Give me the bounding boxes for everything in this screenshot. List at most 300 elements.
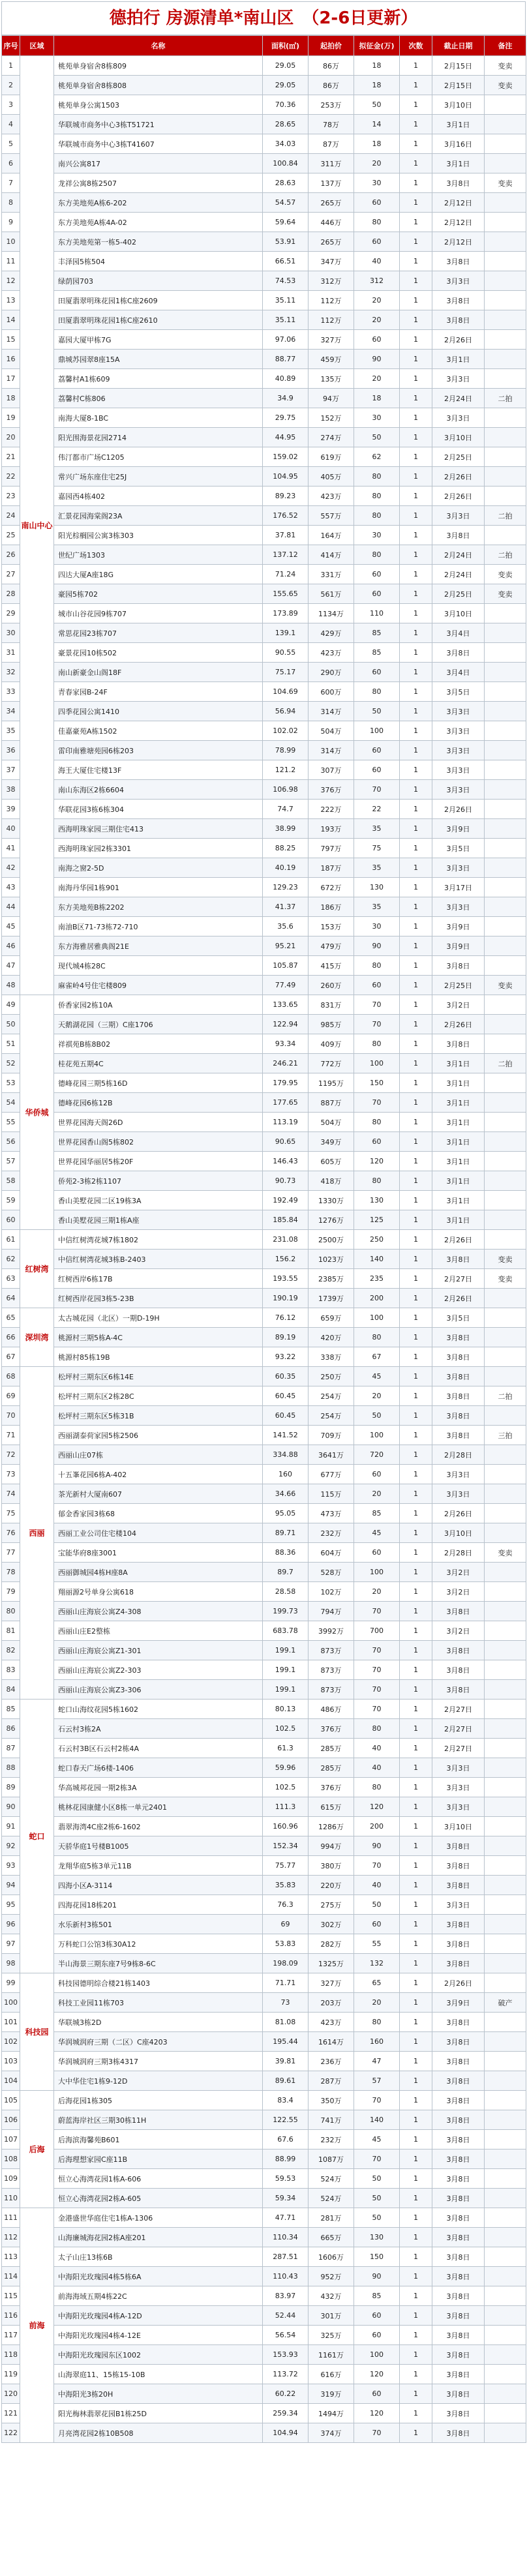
listing-name: 东方美地苑A栋4A-02 [54, 213, 263, 232]
table-row [2, 1289, 526, 1308]
start-price: 2385万 [309, 1269, 354, 1289]
round-count: 1 [400, 1328, 432, 1347]
deposit-value: 70 [354, 780, 400, 800]
table-row [2, 134, 526, 154]
round-count: 1 [400, 858, 432, 878]
note-text [485, 643, 526, 663]
deadline-date: 3月8日 [432, 1836, 485, 1856]
area-value: 199.1 [263, 1641, 309, 1660]
row-index: 1 [2, 56, 20, 76]
row-index: 120 [2, 2384, 20, 2404]
table-row [2, 643, 526, 663]
round-count: 1 [400, 2326, 432, 2345]
start-price: 1195万 [309, 1073, 354, 1093]
note-text [485, 2404, 526, 2423]
round-count: 1 [400, 310, 432, 330]
round-count: 1 [400, 1641, 432, 1660]
area-value: 89.61 [263, 2071, 309, 2091]
round-count: 1 [400, 330, 432, 350]
deposit-value: 120 [354, 1797, 400, 1817]
deposit-value: 90 [354, 1836, 400, 1856]
row-index: 76 [2, 1523, 20, 1543]
deadline-date: 3月4日 [432, 623, 485, 643]
row-index: 97 [2, 1934, 20, 1954]
note-text [485, 1895, 526, 1915]
deposit-value: 125 [354, 1210, 400, 1230]
deposit-value: 80 [354, 545, 400, 565]
row-index: 20 [2, 428, 20, 447]
row-index: 14 [2, 310, 20, 330]
deadline-date: 3月4日 [432, 663, 485, 682]
row-index: 96 [2, 1915, 20, 1934]
deadline-date: 3月8日 [432, 956, 485, 976]
note-text [485, 2149, 526, 2169]
deadline-date: 3月9日 [432, 917, 485, 936]
deposit-value: 50 [354, 702, 400, 721]
note-text [485, 2228, 526, 2247]
table-row [2, 2169, 526, 2189]
round-count: 1 [400, 1034, 432, 1054]
listing-name: 南海大厦8-1BC [54, 408, 263, 428]
deadline-date: 3月8日 [432, 1426, 485, 1445]
note-text [485, 663, 526, 682]
listing-name: 月亮湾花园2栋10B508 [54, 2423, 263, 2443]
row-index: 49 [2, 995, 20, 1015]
listing-name: 东方美地苑第一栋5-402 [54, 232, 263, 252]
note-text: 二拍 [485, 1054, 526, 1073]
round-count: 1 [400, 1152, 432, 1171]
row-index: 31 [2, 643, 20, 663]
start-price: 741万 [309, 2110, 354, 2130]
start-price: 1606万 [309, 2247, 354, 2267]
row-index: 7 [2, 173, 20, 193]
round-count: 1 [400, 1660, 432, 1680]
round-count: 1 [400, 2110, 432, 2130]
row-index: 106 [2, 2110, 20, 2130]
deposit-value: 80 [354, 682, 400, 702]
area-value: 152.34 [263, 1836, 309, 1856]
row-index: 83 [2, 1660, 20, 1680]
listing-name: 中海阳光玫瑰园4栋5栋6A [54, 2267, 263, 2286]
round-count: 1 [400, 663, 432, 682]
deposit-value: 14 [354, 115, 400, 134]
area-value: 54.57 [263, 193, 309, 213]
row-index: 47 [2, 956, 20, 976]
deadline-date: 3月8日 [432, 252, 485, 271]
deadline-date: 3月8日 [432, 1602, 485, 1621]
deposit-value: 110 [354, 604, 400, 623]
row-index: 29 [2, 604, 20, 623]
start-price: 250万 [309, 1367, 354, 1386]
row-index: 93 [2, 1856, 20, 1876]
deposit-value: 80 [354, 2013, 400, 2032]
listing-name: 西海明珠家园三期住宅413 [54, 819, 263, 839]
start-price: 222万 [309, 800, 354, 819]
row-index: 79 [2, 1582, 20, 1602]
row-index: 74 [2, 1484, 20, 1504]
district-label: 后海 [20, 2091, 54, 2208]
note-text: 三拍 [485, 1426, 526, 1445]
table-row [2, 1406, 526, 1426]
row-index: 55 [2, 1113, 20, 1132]
start-price: 254万 [309, 1386, 354, 1406]
listing-name: 华联城市商务中心3栋T51721 [54, 115, 263, 134]
table-row [2, 604, 526, 623]
deadline-date: 2月27日 [432, 1700, 485, 1719]
row-index: 71 [2, 1426, 20, 1445]
deadline-date: 2月27日 [432, 1739, 485, 1758]
row-index: 70 [2, 1406, 20, 1426]
area-value: 70.36 [263, 95, 309, 115]
round-count: 1 [400, 1719, 432, 1739]
table-row [2, 1915, 526, 1934]
row-index: 98 [2, 1954, 20, 1973]
table-row [2, 1132, 526, 1152]
deposit-value: 250 [354, 1230, 400, 1250]
deposit-value: 20 [354, 369, 400, 389]
listing-name: 蛇口山海纹花园5栋1602 [54, 1700, 263, 1719]
row-index: 37 [2, 760, 20, 780]
table-row [2, 467, 526, 487]
area-value: 34.9 [263, 389, 309, 408]
table-row [2, 1328, 526, 1347]
round-count: 1 [400, 1426, 432, 1445]
deadline-date: 3月2日 [432, 1582, 485, 1602]
note-text [485, 2013, 526, 2032]
note-text [485, 1484, 526, 1504]
start-price: 677万 [309, 1465, 354, 1484]
row-index: 86 [2, 1719, 20, 1739]
area-value: 287.51 [263, 2247, 309, 2267]
listing-name: 世界花园香山阁5栋802 [54, 1132, 263, 1152]
round-count: 1 [400, 1895, 432, 1915]
deposit-value: 80 [354, 487, 400, 506]
row-index: 38 [2, 780, 20, 800]
district-label: 科技园 [20, 1973, 54, 2091]
note-text [485, 2247, 526, 2267]
deadline-date: 3月8日 [432, 643, 485, 663]
table-row [2, 878, 526, 897]
area-value: 73 [263, 1993, 309, 2013]
table-row [2, 1484, 526, 1504]
table-row [2, 2365, 526, 2384]
note-text [485, 134, 526, 154]
deposit-value: 70 [354, 1641, 400, 1660]
start-price: 187万 [309, 858, 354, 878]
round-count: 1 [400, 956, 432, 976]
table-row [2, 1191, 526, 1210]
deadline-date: 3月3日 [432, 506, 485, 526]
deposit-value: 40 [354, 1739, 400, 1758]
start-price: 152万 [309, 408, 354, 428]
listing-name: 水乐新村3栋501 [54, 1915, 263, 1934]
deposit-value: 70 [354, 1856, 400, 1876]
table-row [2, 1523, 526, 1543]
area-value: 52.44 [263, 2306, 309, 2326]
deadline-date: 3月3日 [432, 369, 485, 389]
start-price: 423万 [309, 643, 354, 663]
table-row [2, 2306, 526, 2326]
listing-name: 南山新豪金山阁18F [54, 663, 263, 682]
listing-name: 四达大厦A座18G [54, 565, 263, 584]
start-price: 873万 [309, 1660, 354, 1680]
note-text [485, 1582, 526, 1602]
row-index: 45 [2, 917, 20, 936]
table-row [2, 1602, 526, 1621]
start-price: 203万 [309, 1993, 354, 2013]
deposit-value: 60 [354, 2384, 400, 2404]
row-index: 65 [2, 1308, 20, 1328]
listing-name: 中海阳光3栋20H [54, 2384, 263, 2404]
deadline-date: 3月10日 [432, 428, 485, 447]
area-value: 74.7 [263, 800, 309, 819]
round-count: 1 [400, 1191, 432, 1210]
area-value: 47.71 [263, 2208, 309, 2228]
note-text [485, 2326, 526, 2345]
listing-name: 阳光梅林翡翠花园B1栋25D [54, 2404, 263, 2423]
deadline-date: 3月8日 [432, 1934, 485, 1954]
start-price: 423万 [309, 2013, 354, 2032]
row-index: 5 [2, 134, 20, 154]
note-text: 变卖 [485, 173, 526, 193]
note-text: 二拍 [485, 545, 526, 565]
table-row [2, 565, 526, 584]
table-row [2, 2091, 526, 2110]
table-row [2, 1836, 526, 1856]
row-index: 87 [2, 1739, 20, 1758]
deposit-value: 60 [354, 232, 400, 252]
deposit-value: 67 [354, 1347, 400, 1367]
listing-name: 祥祺苑B栋8B02 [54, 1034, 263, 1054]
area-value: 102.5 [263, 1778, 309, 1797]
note-text [485, 193, 526, 213]
round-count: 1 [400, 154, 432, 173]
area-value: 105.87 [263, 956, 309, 976]
round-count: 1 [400, 506, 432, 526]
round-count: 1 [400, 526, 432, 545]
listing-name: 桃苑单身宿舍8栋809 [54, 56, 263, 76]
deposit-value: 150 [354, 1073, 400, 1093]
table-row [2, 1660, 526, 1680]
start-price: 376万 [309, 780, 354, 800]
listing-name: 东方美地苑A栋6-202 [54, 193, 263, 213]
row-index: 25 [2, 526, 20, 545]
area-value: 199.73 [263, 1602, 309, 1621]
round-count: 1 [400, 1954, 432, 1973]
deadline-date: 3月5日 [432, 839, 485, 858]
deposit-value: 80 [354, 1778, 400, 1797]
area-value: 28.65 [263, 115, 309, 134]
listing-name: 翡翠海湾4C座2栋6-1602 [54, 1817, 263, 1836]
deposit-value: 90 [354, 2267, 400, 2286]
listing-name: 东方美地苑B栋2202 [54, 897, 263, 917]
round-count: 1 [400, 115, 432, 134]
listing-name: 东方海雅居雅典阁21E [54, 936, 263, 956]
deadline-date: 3月16日 [432, 134, 485, 154]
table-row [2, 2267, 526, 2286]
area-value: 104.69 [263, 682, 309, 702]
area-value: 146.43 [263, 1152, 309, 1171]
round-count: 1 [400, 428, 432, 447]
start-price: 232万 [309, 2130, 354, 2149]
round-count: 1 [400, 2091, 432, 2110]
start-price: 282万 [309, 1934, 354, 1954]
row-index: 34 [2, 702, 20, 721]
deadline-date: 2月25日 [432, 447, 485, 467]
round-count: 1 [400, 702, 432, 721]
table-row [2, 839, 526, 858]
start-price: 985万 [309, 1015, 354, 1034]
listing-name: 西丽湖泰荷家园5栋2506 [54, 1426, 263, 1445]
area-value: 60.35 [263, 1367, 309, 1386]
deadline-date: 3月8日 [432, 2306, 485, 2326]
area-value: 53.91 [263, 232, 309, 252]
listing-name: 麻雀岭4号住宅楼809 [54, 976, 263, 995]
deposit-value: 85 [354, 2286, 400, 2306]
deposit-value: 140 [354, 2110, 400, 2130]
listing-name: 太子山庄13栋6B [54, 2247, 263, 2267]
round-count: 1 [400, 2286, 432, 2306]
note-text [485, 1700, 526, 1719]
deadline-date: 3月3日 [432, 780, 485, 800]
listing-name: 桃林花园康健小区8栋一单元2401 [54, 1797, 263, 1817]
area-value: 121.2 [263, 760, 309, 780]
start-price: 420万 [309, 1328, 354, 1347]
deadline-date: 3月9日 [432, 819, 485, 839]
deposit-value: 100 [354, 1054, 400, 1073]
listing-name: 田厦翡翠明珠花园1栋C座2610 [54, 310, 263, 330]
area-value: 88.25 [263, 839, 309, 858]
table-row [2, 2345, 526, 2365]
start-price: 314万 [309, 741, 354, 760]
deadline-date: 3月8日 [432, 2404, 485, 2423]
deadline-date: 2月24日 [432, 545, 485, 565]
deposit-value: 18 [354, 76, 400, 95]
area-value: 231.08 [263, 1230, 309, 1250]
deposit-value: 20 [354, 1993, 400, 2013]
deposit-value: 47 [354, 2052, 400, 2071]
deadline-date: 2月25日 [432, 584, 485, 604]
note-text [485, 2208, 526, 2228]
deadline-date: 3月1日 [432, 1171, 485, 1191]
listing-name: 德峰花园三期5栋16D [54, 1073, 263, 1093]
deposit-value: 20 [354, 154, 400, 173]
deposit-value: 62 [354, 447, 400, 467]
table-row [2, 173, 526, 193]
table-row [2, 545, 526, 565]
area-value: 88.99 [263, 2149, 309, 2169]
deposit-value: 130 [354, 1191, 400, 1210]
row-index: 39 [2, 800, 20, 819]
deposit-value: 70 [354, 1680, 400, 1700]
listing-name: 翔丽源2号单身公寓618 [54, 1582, 263, 1602]
area-value: 61.3 [263, 1739, 309, 1758]
deposit-value: 100 [354, 1426, 400, 1445]
start-price: 1276万 [309, 1210, 354, 1230]
round-count: 1 [400, 897, 432, 917]
round-count: 1 [400, 682, 432, 702]
area-value: 80.13 [263, 1700, 309, 1719]
listing-name: 后海滨海馨苑B601 [54, 2130, 263, 2149]
note-text [485, 1973, 526, 1993]
area-value: 35.6 [263, 917, 309, 936]
start-price: 1087万 [309, 2149, 354, 2169]
round-count: 1 [400, 565, 432, 584]
start-price: 409万 [309, 1034, 354, 1054]
listing-name: 嘉园大厦甲栋7G [54, 330, 263, 350]
round-count: 1 [400, 1993, 432, 2013]
start-price: 290万 [309, 663, 354, 682]
deadline-date: 3月10日 [432, 1523, 485, 1543]
row-index: 62 [2, 1250, 20, 1269]
area-value: 90.65 [263, 1132, 309, 1152]
listing-name: 中海阳光玫瑰园4栋4-12E [54, 2326, 263, 2345]
area-value: 60.45 [263, 1406, 309, 1426]
area-value: 122.94 [263, 1015, 309, 1034]
start-price: 137万 [309, 173, 354, 193]
table-row [2, 917, 526, 936]
row-index: 61 [2, 1230, 20, 1250]
start-price: 164万 [309, 526, 354, 545]
note-text [485, 1445, 526, 1465]
row-index: 113 [2, 2247, 20, 2267]
deposit-value: 130 [354, 2228, 400, 2247]
row-index: 94 [2, 1876, 20, 1895]
deposit-value: 80 [354, 1719, 400, 1739]
round-count: 1 [400, 2306, 432, 2326]
table-row [2, 2149, 526, 2169]
deposit-value: 80 [354, 1034, 400, 1054]
deposit-value: 100 [354, 1308, 400, 1328]
deposit-value: 85 [354, 643, 400, 663]
table-row [2, 1113, 526, 1132]
start-price: 374万 [309, 2423, 354, 2443]
area-value: 69 [263, 1915, 309, 1934]
start-price: 265万 [309, 232, 354, 252]
area-value: 195.44 [263, 2032, 309, 2052]
deposit-value: 70 [354, 1700, 400, 1719]
deadline-date: 3月3日 [432, 1465, 485, 1484]
start-price: 1325万 [309, 1954, 354, 1973]
round-count: 1 [400, 1621, 432, 1641]
round-count: 1 [400, 2169, 432, 2189]
deposit-value: 60 [354, 976, 400, 995]
start-price: 112万 [309, 291, 354, 310]
start-price: 275万 [309, 1895, 354, 1915]
round-count: 1 [400, 1367, 432, 1386]
table-row [2, 2189, 526, 2208]
row-index: 69 [2, 1386, 20, 1406]
row-index: 11 [2, 252, 20, 271]
listing-name: 南兴公寓817 [54, 154, 263, 173]
table-row [2, 2130, 526, 2149]
area-value: 40.89 [263, 369, 309, 389]
note-text [485, 1954, 526, 1973]
area-value: 60.45 [263, 1386, 309, 1406]
table-row [2, 1895, 526, 1915]
deadline-date: 3月9日 [432, 1993, 485, 2013]
deposit-value: 50 [354, 95, 400, 115]
table-row [2, 1367, 526, 1386]
row-index: 119 [2, 2365, 20, 2384]
deadline-date: 3月8日 [432, 2228, 485, 2247]
listing-sheet [1, 1, 526, 2443]
start-price: 604万 [309, 1543, 354, 1563]
note-text: 变卖 [485, 1269, 526, 1289]
round-count: 1 [400, 2247, 432, 2267]
table-row [2, 1347, 526, 1367]
area-value: 137.12 [263, 545, 309, 565]
